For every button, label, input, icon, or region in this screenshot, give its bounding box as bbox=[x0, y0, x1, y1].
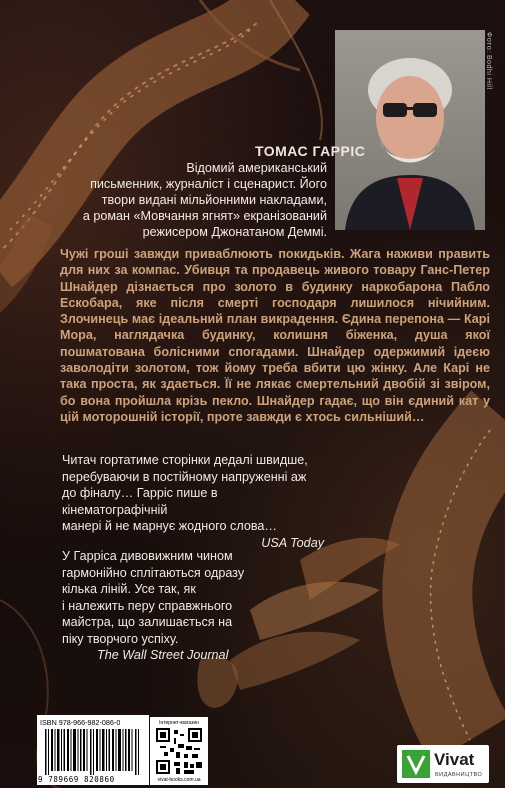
quote-line: У Гарріса дивовижним чином bbox=[62, 549, 233, 563]
quote-line: майстра, що залишається на bbox=[62, 615, 233, 629]
quote-line: і належить перу справжнього bbox=[62, 598, 233, 613]
isbn-barcode bbox=[37, 715, 149, 785]
quote-line: манері й не марнує жодного слова… bbox=[62, 519, 277, 533]
quote-line: гармонійно сплітаються одразу bbox=[62, 565, 245, 580]
publisher-logo bbox=[397, 745, 489, 783]
quote-line: до фіналу… Гарріс пише в кінематографічній bbox=[62, 486, 218, 517]
quote-line: перебуваючи в постійному напруженні аж bbox=[62, 469, 307, 484]
author-bio bbox=[52, 160, 327, 240]
qr-code-block bbox=[150, 717, 208, 785]
quote-line: піку творчого успіху. bbox=[62, 631, 179, 646]
isbn-text: ISBN 978-966-982-086-0 bbox=[40, 718, 121, 727]
review-quote-usa-today bbox=[62, 452, 324, 551]
qr-code-icon bbox=[156, 728, 202, 774]
bio-line: Відомий американський bbox=[186, 161, 327, 175]
quote-source: USA Today bbox=[261, 535, 324, 550]
bio-line: твори видані мільйонними накладами, bbox=[101, 193, 327, 207]
review-quote-wsj bbox=[62, 548, 332, 664]
barcode-icon bbox=[45, 729, 141, 775]
book-blurb: Чужі гроші завжди приваблюють покидьків. Жага наживи править для них за компас. Убивця та продавець живого товару Ганс-Петер Шнайдер дізнається про золото в будинку наркобарона Пабло Ескобара, яке після смерті господаря лишилося нічийним. Злочинець має ідеальний план викрадення. Єдина перепона — Карі Мора, наглядачка будинку, колишня біженка, душа якої пошматована болісними спогадами. Шнайдер одержимий ідеєю заволодіти золотом, тож йому треба вбити цю жінку. Але Карі не така проста, як здається. Її не лякає смертельний двобій зі звіром, бо вона пройшла крізь пекло. Шнайдер гадає, що він єдиний кат у цій моторошній історії, проте завжди є хтось сильніший… bbox=[60, 247, 490, 424]
quote-line: кілька ліній. Усе так, як bbox=[62, 582, 196, 596]
publisher-name: Vivat bbox=[434, 750, 475, 769]
author-name: ТОМАС ГАРРІС bbox=[255, 143, 366, 159]
quote-source: The Wall Street Journal bbox=[97, 648, 229, 662]
author-photo bbox=[335, 30, 485, 230]
bio-line: письменник, журналіст і сценарист. Його bbox=[90, 177, 327, 191]
barcode-digits: 9 789669 820860 bbox=[38, 775, 115, 784]
qr-label: Інтернет-магазин bbox=[159, 720, 199, 726]
bio-line: а роман «Мовчання ягнят» екранізований bbox=[82, 209, 327, 223]
quote-line: Читач гортатиме сторінки дедалі швидше, bbox=[62, 453, 308, 467]
publisher-tagline: ВИДАВНИЦТВО bbox=[435, 772, 483, 778]
vivat-logo-icon bbox=[402, 750, 430, 778]
qr-url: vivat-books.com.ua bbox=[157, 777, 201, 783]
author-portrait-image bbox=[335, 30, 485, 230]
photo-credit: Фото: Bodhi Hill bbox=[485, 32, 492, 90]
bio-line: режисером Джонатаном Деммі. bbox=[142, 225, 327, 239]
